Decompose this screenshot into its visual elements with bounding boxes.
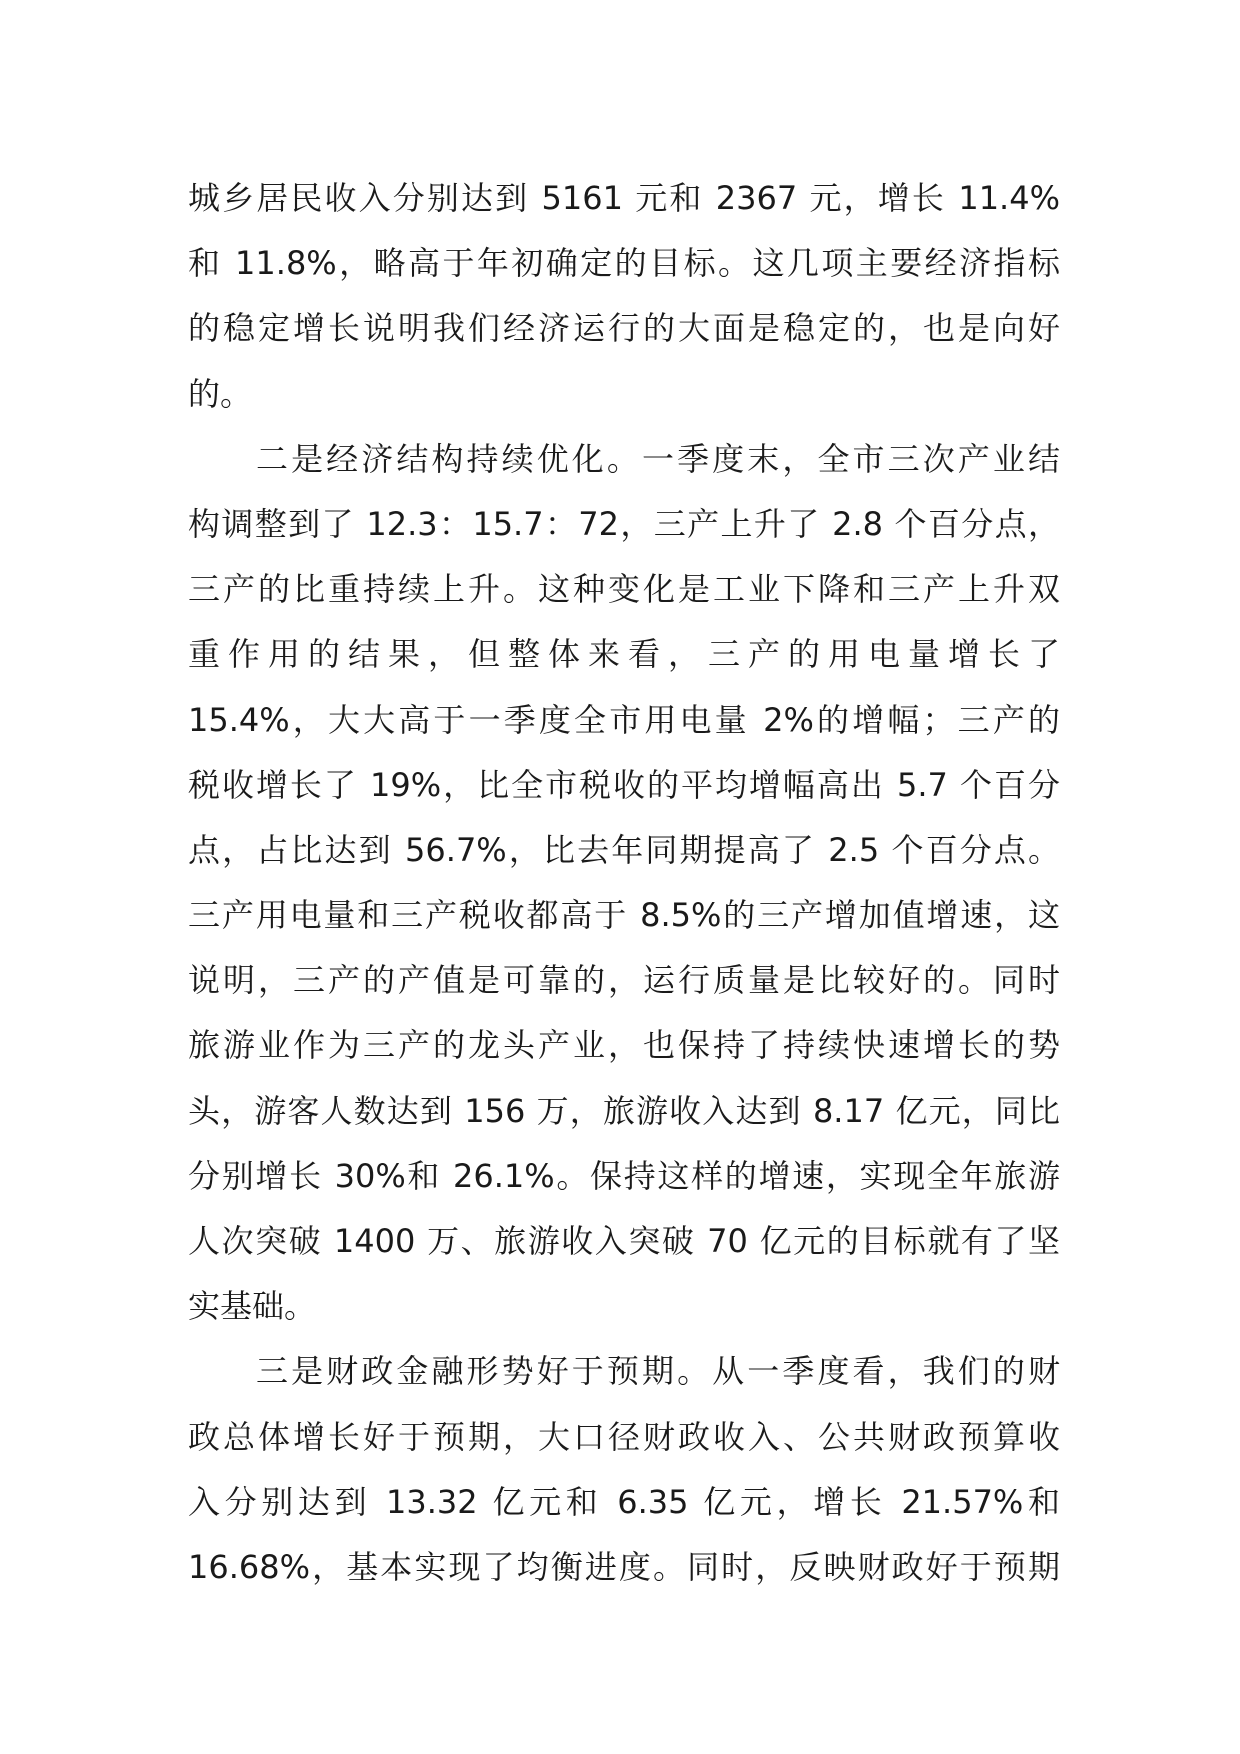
text-line: 人次突破 1400 万、旅游收入突破 70 亿元的目标就有了坚: [188, 1222, 1060, 1260]
text-line: 入分别达到 13.32 亿元和 6.35 亿元，增长 21.57%和: [188, 1482, 1060, 1521]
text-line: 政总体增长好于预期，大口径财政收入、公共财政预算收: [188, 1417, 1060, 1456]
text-line: 头，游客人数达到 156 万，旅游收入达到 8.17 亿元，同比: [188, 1091, 1060, 1130]
text-line: 实基础。: [188, 1287, 317, 1326]
text-line: 构调整到了 12.3：15.7：72，三产上升了 2.8 个百分点，: [188, 504, 1060, 543]
text-line: 的稳定增长说明我们经济运行的大面是稳定的，也是向好: [188, 309, 1060, 348]
text-line: 点，占比达到 56.7%，比去年同期提高了 2.5 个百分点。: [188, 830, 1060, 869]
text-line: 的。: [188, 374, 253, 413]
paragraph-first-line: 三是财政金融形势好于预期。从一季度看，我们的财: [256, 1352, 1060, 1391]
text-line: 15.4%，大大高于一季度全市用电量 2%的增幅；三产的: [188, 700, 1060, 739]
paragraph-first-line: 二是经济结构持续优化。一季度末，全市三次产业结: [256, 439, 1060, 478]
text-line: 旅游业作为三产的龙头产业，也保持了持续快速增长的势: [188, 1026, 1060, 1065]
text-line: 重作用的结果，但整体来看，三产的用电量增长了: [188, 635, 1060, 674]
text-line: 三产的比重持续上升。这种变化是工业下降和三产上升双: [188, 570, 1060, 609]
text-line: 分别增长 30%和 26.1%。保持这样的增速，实现全年旅游: [188, 1156, 1060, 1195]
text-line: 城乡居民收入分别达到 5161 元和 2367 元，增长 11.4%: [188, 179, 1060, 217]
text-line: 说明，三产的产值是可靠的，运行质量是比较好的。同时: [188, 961, 1060, 1000]
text-line: 三产用电量和三产税收都高于 8.5%的三产增加值增速，这: [188, 896, 1060, 935]
text-line: 16.68%，基本实现了均衡进度。同时，反映财政好于预期: [188, 1547, 1060, 1586]
text-line: 和 11.8%，略高于年初确定的目标。这几项主要经济指标: [188, 244, 1060, 283]
document-body: [188, 166, 1060, 1600]
text-line: 税收增长了 19%，比全市税收的平均增幅高出 5.7 个百分: [188, 765, 1060, 804]
